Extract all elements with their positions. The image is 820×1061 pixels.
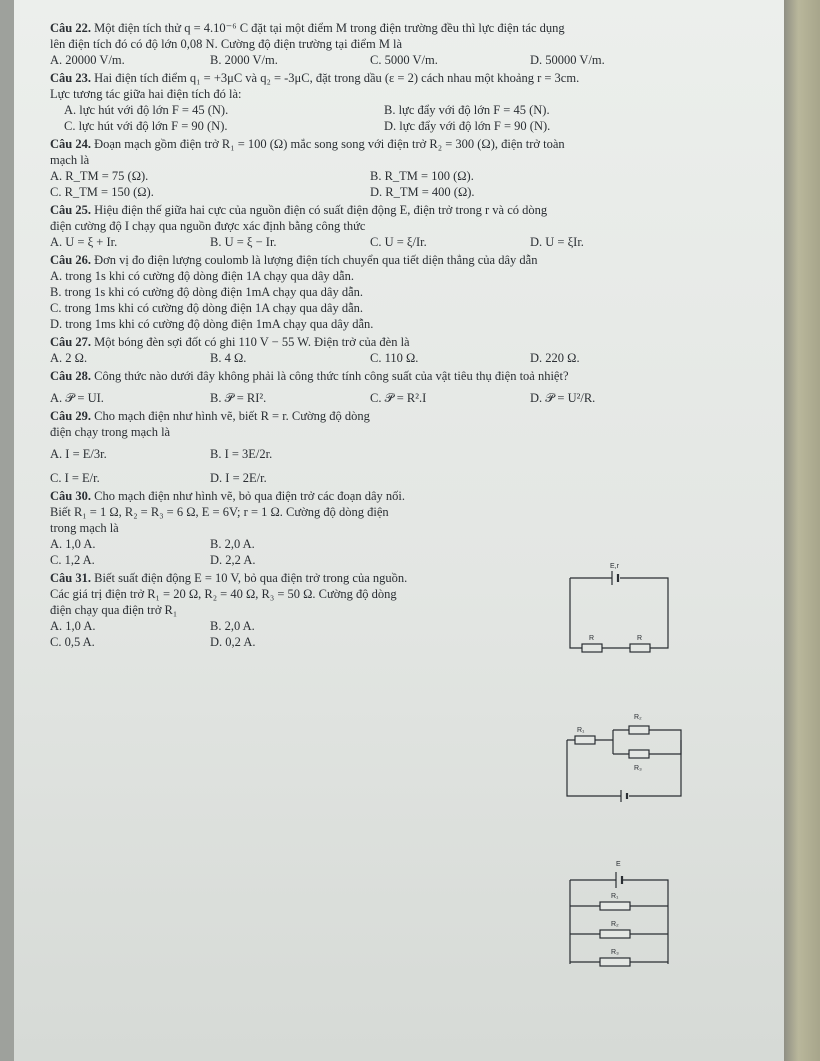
question-24: [50, 136, 750, 200]
answer-options: [50, 168, 750, 200]
source-label: E: [616, 861, 621, 868]
resistor-r3: [600, 958, 630, 966]
question-29: [50, 408, 750, 486]
wire: [570, 578, 668, 648]
option-a[interactable]: A. 1,0 A.: [50, 619, 96, 633]
question-text: Công thức nào dưới đây không phải là công thức tính công suất của vật tiêu thụ điện toả nhiệt?: [90, 369, 569, 383]
option-c[interactable]: C. 0,5 A.: [50, 635, 95, 649]
question-text: Cho mạch điện như hình vẽ, bỏ qua điện trở các đoạn dây nối.: [90, 489, 405, 503]
option-a[interactable]: A. 1,0 A.: [50, 537, 96, 551]
option-b[interactable]: B. 4 Ω.: [210, 351, 247, 365]
question-text: điện cường độ I chạy qua nguồn được xác định bằng công thức: [50, 219, 366, 233]
question-text: Biết R₁ = 1 Ω, R₂ = R₃ = 6 Ω, E = 6V; r = 1 Ω. Cường độ dòng điện: [50, 505, 389, 519]
option-a[interactable]: A. 2 Ω.: [50, 351, 88, 365]
answer-options: [50, 390, 750, 406]
question-22: [50, 20, 750, 68]
option-d[interactable]: D. 0,2 A.: [210, 635, 256, 649]
option-d[interactable]: D. 220 Ω.: [530, 351, 580, 365]
source-label: E,r: [610, 563, 619, 570]
question-text: Biết suất điện động E = 10 V, bỏ qua điện trở trong của nguồn.: [90, 571, 408, 585]
question-text: Lực tương tác giữa hai điện tích đó là:: [50, 87, 242, 101]
resistor-label: R₃: [634, 765, 642, 772]
question-27: [50, 334, 750, 366]
option-c[interactable]: C. trong 1ms khi có cường độ dòng điện 1A chạy qua dây dẫn.: [50, 301, 363, 315]
wire: [570, 880, 668, 964]
resistor-label: R₁: [611, 893, 619, 900]
answer-options: [50, 52, 750, 68]
question-text: Một điện tích thử q = 4.10⁻⁶ C đặt tại một điểm M trong điện trường đều thì lực điện tác dụng: [90, 21, 565, 35]
question-number: Câu 26.: [50, 253, 91, 267]
option-a[interactable]: A. U = ξ + Ir.: [50, 235, 118, 249]
question-text: Một bóng đèn sợi đốt có ghi 110 V − 55 W. Điện trở của đèn là: [90, 335, 410, 349]
question-number: Câu 30.: [50, 489, 91, 503]
resistor-r-left: [582, 644, 602, 652]
question-25: [50, 202, 750, 250]
resistor-label: R₁: [577, 727, 585, 734]
resistor-label: R: [589, 635, 595, 642]
option-c[interactable]: C. I = E/r.: [50, 471, 100, 485]
wire: [567, 740, 681, 796]
resistor-r2: [629, 726, 649, 734]
option-d[interactable]: D. R_TM = 400 (Ω).: [370, 185, 475, 199]
resistor-label: R₂: [634, 714, 642, 721]
option-d[interactable]: D. U = ξIr.: [530, 235, 584, 249]
option-b[interactable]: B. U = ξ − Ir.: [210, 235, 277, 249]
question-number: Câu 25.: [50, 203, 91, 217]
question-text: điện chạy qua điện trở R₁: [50, 603, 178, 617]
option-a[interactable]: A. 20000 V/m.: [50, 53, 125, 67]
resistor-r3: [629, 750, 649, 758]
option-c[interactable]: C. 110 Ω.: [370, 351, 419, 365]
resistor-label: R: [637, 635, 643, 642]
answer-options: [50, 234, 750, 250]
option-d[interactable]: D. I = 2E/r.: [210, 471, 267, 485]
question-text: Đơn vị đo điện lượng coulomb là lượng điện tích chuyển qua tiết diện thẳng của dây dẫn: [90, 253, 538, 267]
option-b[interactable]: B. R_TM = 100 (Ω).: [370, 169, 474, 183]
option-a[interactable]: A. lực hút với độ lớn F = 45 (N).: [64, 103, 229, 117]
resistor-r-right: [630, 644, 650, 652]
question-number: Câu 23.: [50, 71, 91, 85]
option-b[interactable]: B. 2,0 A.: [210, 619, 255, 633]
question-text: lên điện tích đó có độ lớn 0,08 N. Cường độ điện trường tại điểm M là: [50, 37, 403, 51]
question-text: trong mạch là: [50, 521, 119, 535]
option-b[interactable]: B. 2,0 A.: [210, 537, 255, 551]
option-d[interactable]: D. 50000 V/m.: [530, 53, 605, 67]
resistor-r2: [600, 930, 630, 938]
option-d[interactable]: D. lực đẩy với độ lớn F = 90 (N).: [384, 119, 551, 133]
question-text: Cho mạch điện như hình vẽ, biết R = r. Cường độ dòng: [90, 409, 370, 423]
question-28: [50, 368, 750, 406]
resistor-r1: [575, 736, 595, 744]
question-number: Câu 29.: [50, 409, 91, 423]
answer-options: [50, 350, 750, 366]
option-d[interactable]: D. trong 1ms khi có cường độ dòng điện 1mA chạy qua dây dẫn.: [50, 317, 374, 331]
question-list: [50, 20, 750, 650]
question-text: điện chạy trong mạch là: [50, 425, 171, 439]
option-c[interactable]: C. 𝒫 = R².I: [370, 391, 427, 405]
option-a[interactable]: A. 𝒫 = UI.: [50, 391, 104, 405]
question-number: Câu 28.: [50, 369, 91, 383]
question-text: Hai điện tích điểm q₁ = +3μC và q₂ = -3μC, đặt trong dầu (ε = 2) cách nhau một khoảng r = 3cm.: [90, 71, 580, 85]
option-a[interactable]: A. R_TM = 75 (Ω).: [50, 169, 149, 183]
question-text: Hiệu điện thế giữa hai cực của nguồn điện có suất điện động E, điện trở trong r và có dòng: [90, 203, 548, 217]
left-shadow: [0, 0, 14, 1061]
option-b[interactable]: B. I = 3E/2r.: [210, 447, 273, 461]
circuit-figure-29: [560, 560, 680, 660]
option-c[interactable]: C. U = ξ/Ir.: [370, 235, 427, 249]
question-30: [50, 488, 750, 568]
question-number: Câu 31.: [50, 571, 91, 585]
answer-options: [50, 446, 370, 486]
option-b[interactable]: B. trong 1s khi có cường độ dòng điện 1mA chạy qua dây dẫn.: [50, 285, 363, 299]
option-c[interactable]: C. 1,2 A.: [50, 553, 95, 567]
question-number: Câu 27.: [50, 335, 91, 349]
resistor-label: R₃: [611, 949, 619, 956]
circuit-figure-30: [555, 706, 695, 806]
page-edge: [784, 0, 820, 1061]
answer-options: [50, 102, 750, 134]
answer-options: [50, 536, 370, 568]
option-b[interactable]: B. 2000 V/m.: [210, 53, 278, 67]
option-b[interactable]: B. lực đẩy với độ lớn F = 45 (N).: [384, 103, 550, 117]
option-a[interactable]: A. trong 1s khi có cường độ dòng điện 1A chạy qua dây dẫn.: [50, 269, 354, 283]
circuit-figure-31: [560, 858, 680, 976]
resistor-r1: [600, 902, 630, 910]
option-c[interactable]: C. lực hút với độ lớn F = 90 (N).: [64, 119, 228, 133]
option-d[interactable]: D. 𝒫 = U²/R.: [530, 391, 596, 405]
question-26: [50, 252, 750, 332]
option-c[interactable]: C. 5000 V/m.: [370, 53, 438, 67]
option-d[interactable]: D. 2,2 A.: [210, 553, 256, 567]
question-23: [50, 70, 750, 134]
answer-options: [50, 618, 370, 650]
question-number: Câu 22.: [50, 21, 91, 35]
question-text: Đoạn mạch gồm điện trở R₁ = 100 (Ω) mắc song song với điện trở R₂ = 300 (Ω), điện trở toàn: [90, 137, 565, 151]
question-text: Các giá trị điện trở R₁ = 20 Ω, R₂ = 40 Ω, R₃ = 50 Ω. Cường độ dòng: [50, 587, 397, 601]
question-number: Câu 24.: [50, 137, 91, 151]
option-a[interactable]: A. I = E/3r.: [50, 447, 107, 461]
question-text: mạch là: [50, 153, 90, 167]
option-b[interactable]: B. 𝒫 = RI².: [210, 391, 267, 405]
option-c[interactable]: C. R_TM = 150 (Ω).: [50, 185, 154, 199]
resistor-label: R₂: [611, 921, 619, 928]
